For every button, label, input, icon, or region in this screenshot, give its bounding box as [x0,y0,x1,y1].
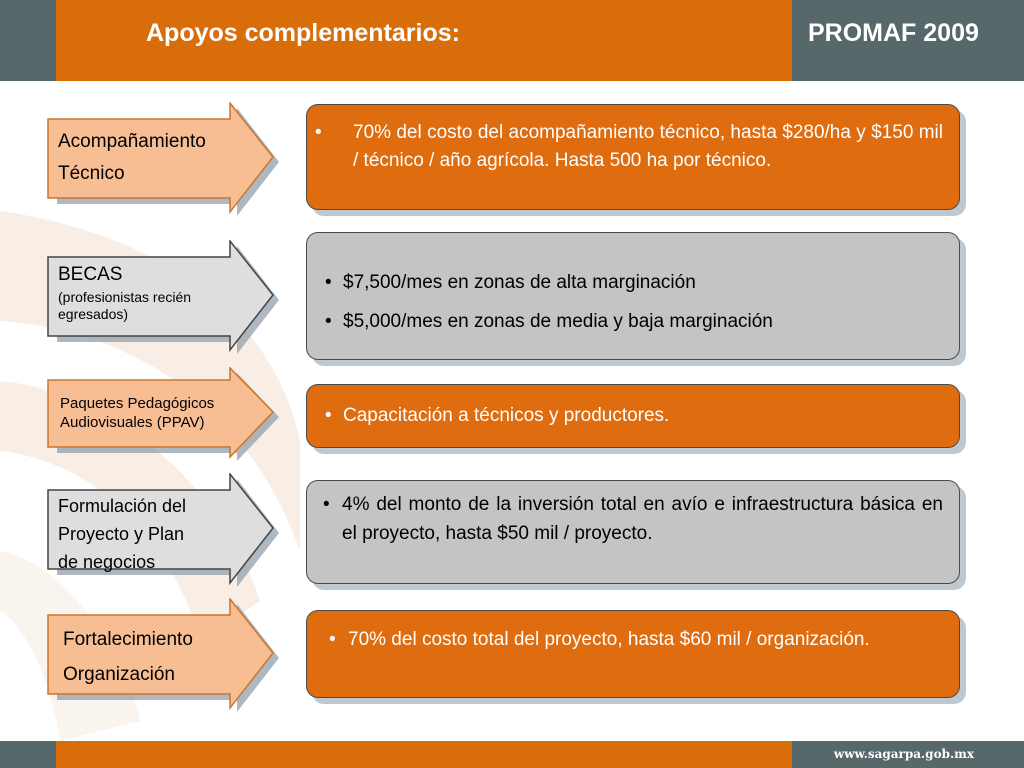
bullet-item: • 70% del costo del acompañamiento técnico, hasta $280/ha y $150 mil / técnico / año agrícola. Hasta 500 ha por técnico. [315,122,943,171]
footer-url: www.sagarpa.gob.mx [833,747,974,761]
footer-band [56,741,792,768]
label-line: Técnico [58,163,125,184]
program-brand: PROMAF 2009 [808,19,979,47]
label-line: Proyecto y Plan [58,524,185,544]
bullet-item: • 70% del costo total del proyecto, hasta $60 mil / organización. [329,629,870,650]
label-arrow-formulacion [47,473,282,589]
bullet-item: • 4% del monto de la inversión total en avío e infraestructura básica en el proyecto, hasta $50 mil / proyecto. [323,494,943,544]
label-arrow-acompanamiento [47,102,282,218]
label-line: Audiovisuales (PPAV) [60,414,205,431]
info-box-ppav [306,384,960,448]
footer-left-band [0,741,56,768]
label-line: Formulación del [58,496,187,516]
bullet-item: • $7,500/mes en zonas de alta marginación [325,272,696,293]
label-line: Fortalecimiento [63,629,193,650]
info-box-fortalecimiento [306,610,960,698]
label-arrow-ppav [47,367,282,463]
label-line: Acompañamiento [58,131,206,152]
label-arrow-becas [47,240,282,356]
label-line: Organización [63,664,175,685]
label-line: BECAS [58,264,123,285]
bullet-item: • Capacitación a técnicos y productores. [325,405,670,426]
info-box-formulacion [306,480,960,584]
info-box-becas [306,232,960,360]
label-subline: (profesionistas recién egresados) [58,288,192,322]
label-arrow-fortalecimiento [47,598,282,714]
header-left-band [0,0,56,81]
label-line: Paquetes Pedagógicos [60,395,215,412]
slide-title: Apoyos complementarios: [146,19,460,47]
bullet-item: • $5,000/mes en zonas de media y baja marginación [325,311,773,332]
info-box-acompanamiento [306,104,960,210]
label-line: de negocios [58,552,156,572]
